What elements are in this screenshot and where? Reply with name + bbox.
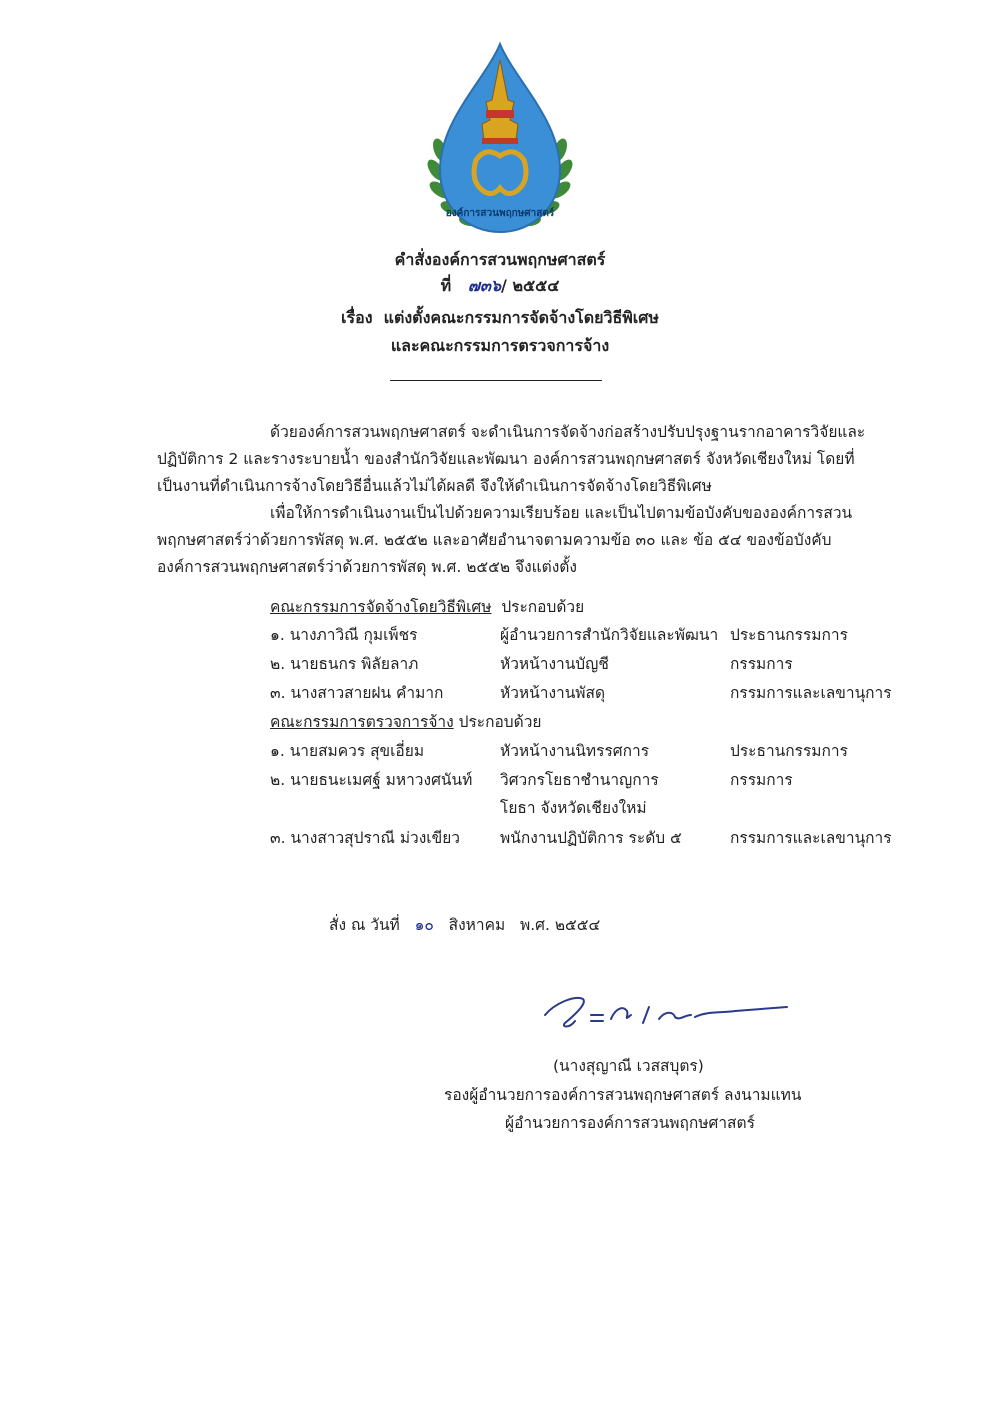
header-divider [390,380,602,381]
member-position: หัวหน้างานพัสดุ [500,684,606,702]
member-role: ประธานกรรมการ [730,742,848,760]
date-day: ๑๐ [414,916,434,934]
signer-name-text: (นางสุญาณี เวสสบุตร) [553,1057,704,1075]
member-position-cont: โยธา จังหวัดเชียงใหม่ [500,799,647,817]
seal-ring-text: องค์การสวนพฤกษศาสตร์ [445,208,555,219]
member-role: กรรมการและเลขานุการ [730,829,892,847]
subject-line1: แต่งตั้งคณะกรรมการจัดจ้างโดยวิธีพิเศษ [383,308,659,327]
committee2-heading [270,709,542,734]
member-name: ๒. นายธนะเมศฐ์ มหาวงศนันท์ [270,771,473,789]
order-title: คำสั่งองค์การสวนพฤกษศาสตร์ [394,250,606,269]
committee1-suffix: ประกอบด้วย [501,598,585,616]
date-prefix: สั่ง ณ วันที่ [329,916,400,934]
date-year: พ.ศ. ๒๕๕๔ [519,916,601,934]
committee1-title: คณะกรรมการจัดจ้างโดยวิธีพิเศษ [270,598,492,616]
member-position: วิศวกรโยธาชำนาญการ [500,771,659,789]
member-position: หัวหน้างานบัญชี [500,655,609,673]
order-date [329,912,600,937]
subject-line2: และคณะกรรมการตรวจการจ้าง [390,336,610,355]
member-name: ๑. นายสมควร สุขเอี่ยม [270,742,425,760]
member-name: ๒. นายธนกร พิลัยลาภ [270,655,419,673]
date-month: สิงหาคม [448,916,506,934]
committee1-heading [270,594,584,619]
order-year: / ๒๕๕๔ [501,276,560,295]
order-subject [0,306,1000,331]
member-name: ๑. นางภาวิณี กุมเพ็ชร [270,626,418,644]
para2-line2: พฤกษศาสตร์ว่าด้วยการพัสดุ พ.ศ. ๒๕๕๒ และอาศัยอำนาจตามความข้อ ๓๐ และ ข้อ ๕๔ ของข้อบังคับ [157,531,832,549]
signer-title-1: รองผู้อำนวยการองค์การสวนพฤกษศาสตร์ ลงนามแทน [444,1086,802,1104]
subject-label: เรื่อง [341,308,373,327]
para1-line1: ด้วยองค์การสวนพฤกษศาสตร์ จะดำเนินการจัดจ้างก่อสร้างปรับปรุงฐานรากอาคารวิจัยและ [270,423,866,441]
para1-line2: ปฏิบัติการ 2 และรางระบายน้ำ ของสำนักวิจัยและพัฒนา องค์การสวนพฤกษศาสตร์ จังหวัดเชียงใหม่ โดยที่ [157,450,855,468]
member-role: กรรมการ [730,771,793,789]
para2-line3: องค์การสวนพฤกษศาสตร์ว่าด้วยการพัสดุ พ.ศ. ๒๕๕๒ จึงแต่งตั้ง [157,558,577,576]
committee2-title: คณะกรรมการตรวจการจ้าง [270,713,454,731]
order-number-value: ๗๓๖ [467,276,502,295]
order-number [0,274,1000,299]
member-position: หัวหน้างานนิทรรศการ [500,742,650,760]
para2-line1: เพื่อให้การดำเนินงานเป็นไปด้วยความเรียบร้อย และเป็นไปตามข้อบังคับขององค์การสวน [270,504,853,522]
signer-name [0,1053,1000,1075]
botanical-garden-seal-icon [420,40,580,248]
member-position: ผู้อำนวยการสำนักวิจัยและพัฒนา [500,626,719,644]
member-name: ๓. นางสาวสายฝน คำมาก [270,684,444,702]
para1-line3: เป็นงานที่ดำเนินการจ้างโดยวิธีอื่นแล้วไม่ได้ผลดี จึงให้ดำเนินการจัดจ้างโดยวิธีพิเศษ [157,477,712,495]
member-name: ๓. นางสาวสุปราณี ม่วงเขียว [270,829,460,847]
paragraph-1 [157,419,877,581]
member-role: กรรมการ [730,655,793,673]
handwritten-signature-icon [535,985,795,1035]
member-position: พนักงานปฏิบัติการ ระดับ ๕ [500,829,682,847]
signer-title-2: ผู้อำนวยการองค์การสวนพฤกษศาสตร์ [505,1114,755,1132]
committee2-suffix: ประกอบด้วย [458,713,542,731]
member-role: กรรมการและเลขานุการ [730,684,892,702]
number-label: ที่ [440,276,452,295]
member-role: ประธานกรรมการ [730,626,848,644]
